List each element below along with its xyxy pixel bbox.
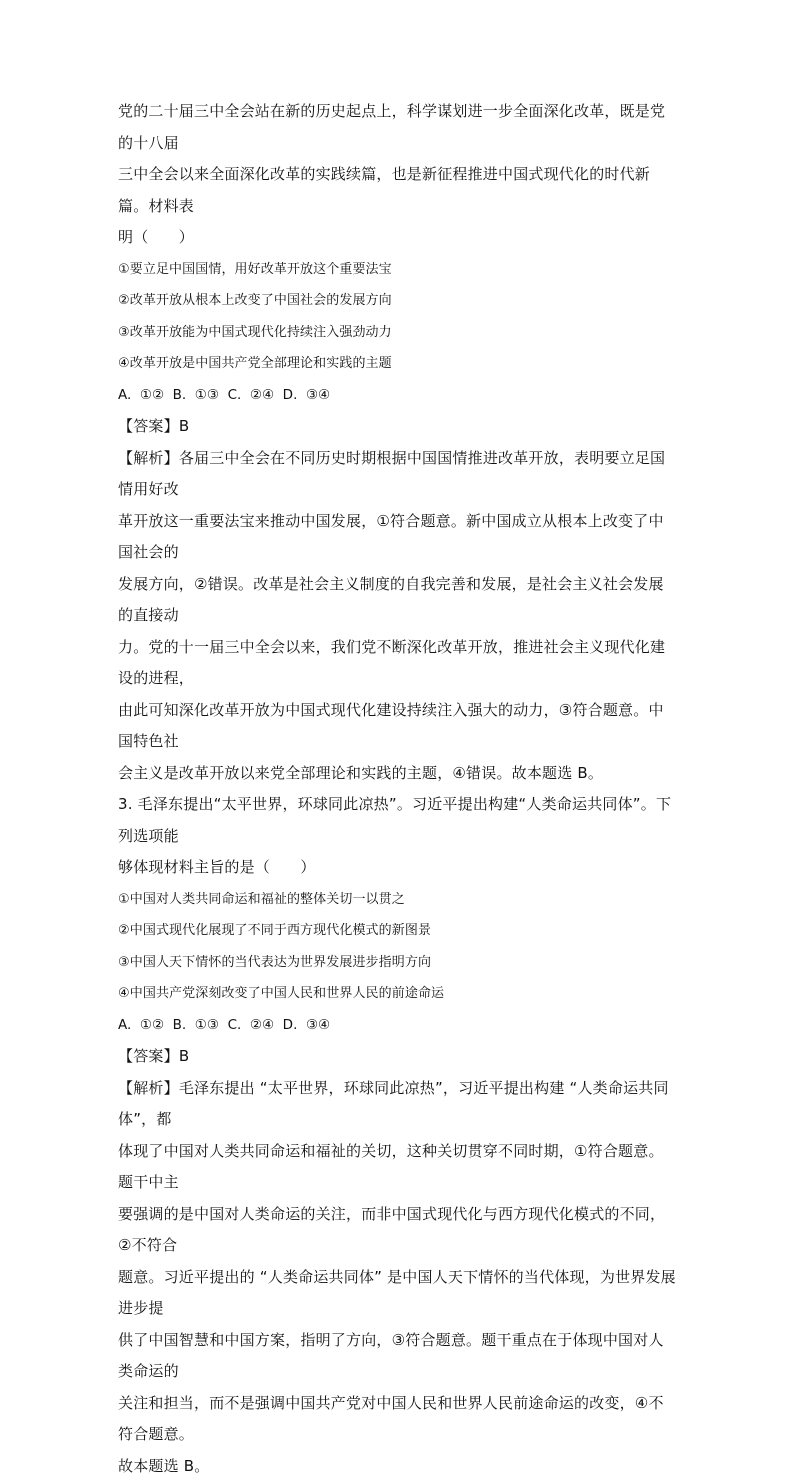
analysis-line bbox=[118, 1073, 678, 1136]
analysis-tag: 【解析】 bbox=[118, 1079, 179, 1097]
option-item: ②改革开放从根本上改变了中国社会的发展方向 bbox=[118, 285, 678, 317]
option-item: ①要立足中国国情，用好改革开放这个重要法宝 bbox=[118, 254, 678, 286]
answer-tag: 【答案】 bbox=[118, 1047, 179, 1065]
question-stem-line: 够体现材料主旨的是（ ） bbox=[118, 852, 678, 884]
analysis-text: 毛泽东提出 “太平世界，环球同此凉热”，习近平提出构建 “人类命运共同体”，都 bbox=[118, 1079, 669, 1129]
answer-line bbox=[118, 411, 678, 443]
analysis-line: 会主义是改革开放以来党全部理论和实践的主题，④错误。故本题选 B。 bbox=[118, 758, 678, 790]
analysis-line: 由此可知深化改革开放为中国式现代化建设持续注入强大的动力，③符合题意。中国特色社 bbox=[118, 695, 678, 758]
option-item: ③中国人天下情怀的当代表达为世界发展进步指明方向 bbox=[118, 947, 678, 979]
option-item: ②中国式现代化展现了不同于西方现代化模式的新图景 bbox=[118, 915, 678, 947]
question-stem-line: 3. 毛泽东提出“太平世界，环球同此凉热”。习近平提出构建“人类命运共同体”。下列选项能 bbox=[118, 789, 678, 852]
analysis-line: 革开放这一重要法宝来推动中国发展，①符合题意。新中国成立从根本上改变了中国社会的 bbox=[118, 506, 678, 569]
answer-line bbox=[118, 1041, 678, 1073]
analysis-line: 要强调的是中国对人类命运的关注，而非中国式现代化与西方现代化模式的不同，②不符合 bbox=[118, 1199, 678, 1262]
analysis-tag: 【解析】 bbox=[118, 449, 179, 467]
analysis-text: 各届三中全会在不同历史时期根据中国国情推进改革开放，表明要立足国情用好改 bbox=[118, 449, 665, 499]
question-stem-line: 三中全会以来全面深化改革的实践续篇，也是新征程推进中国式现代化的时代新篇。材料表 bbox=[118, 159, 678, 222]
analysis-line bbox=[118, 443, 678, 506]
analysis-line: 发展方向，②错误。改革是社会主义制度的自我完善和发展，是社会主义社会发展的直接动 bbox=[118, 569, 678, 632]
answer-tag: 【答案】 bbox=[118, 417, 179, 435]
question-stem-line: 明（ ） bbox=[118, 222, 678, 254]
question-block-1 bbox=[118, 96, 678, 789]
question-block-3 bbox=[118, 789, 678, 1482]
question-stem-line: 党的二十届三中全会站在新的历史起点上，科学谋划进一步全面深化改革，既是党的十八届 bbox=[118, 96, 678, 159]
option-item: ③改革开放能为中国式现代化持续注入强劲动力 bbox=[118, 317, 678, 349]
analysis-line: 力。党的十一届三中全会以来，我们党不断深化改革开放，推进社会主义现代化建设的进程， bbox=[118, 632, 678, 695]
option-item: ④改革开放是中国共产党全部理论和实践的主题 bbox=[118, 348, 678, 380]
answer-value: B bbox=[179, 1047, 190, 1065]
analysis-line: 故本题选 B。 bbox=[118, 1451, 678, 1482]
document-page bbox=[118, 96, 678, 1482]
analysis-line: 体现了中国对人类共同命运和福祉的关切，这种关切贯穿不同时期，①符合题意。题干中主 bbox=[118, 1136, 678, 1199]
analysis-line: 关注和担当，而不是强调中国共产党对中国人民和世界人民前途命运的改变，④不符合题意。 bbox=[118, 1388, 678, 1451]
option-item: ④中国共产党深刻改变了中国人民和世界人民的前途命运 bbox=[118, 978, 678, 1010]
analysis-line: 供了中国智慧和中国方案，指明了方向，③符合题意。题干重点在于体现中国对人类命运的 bbox=[118, 1325, 678, 1388]
analysis-line: 题意。习近平提出的 “人类命运共同体” 是中国人天下情怀的当代体现，为世界发展进步提 bbox=[118, 1262, 678, 1325]
answer-choices: A. ①② B. ①③ C. ②④ D. ③④ bbox=[118, 1010, 678, 1042]
answer-value: B bbox=[179, 417, 190, 435]
option-item: ①中国对人类共同命运和福祉的整体关切一以贯之 bbox=[118, 884, 678, 916]
answer-choices: A. ①② B. ①③ C. ②④ D. ③④ bbox=[118, 380, 678, 412]
